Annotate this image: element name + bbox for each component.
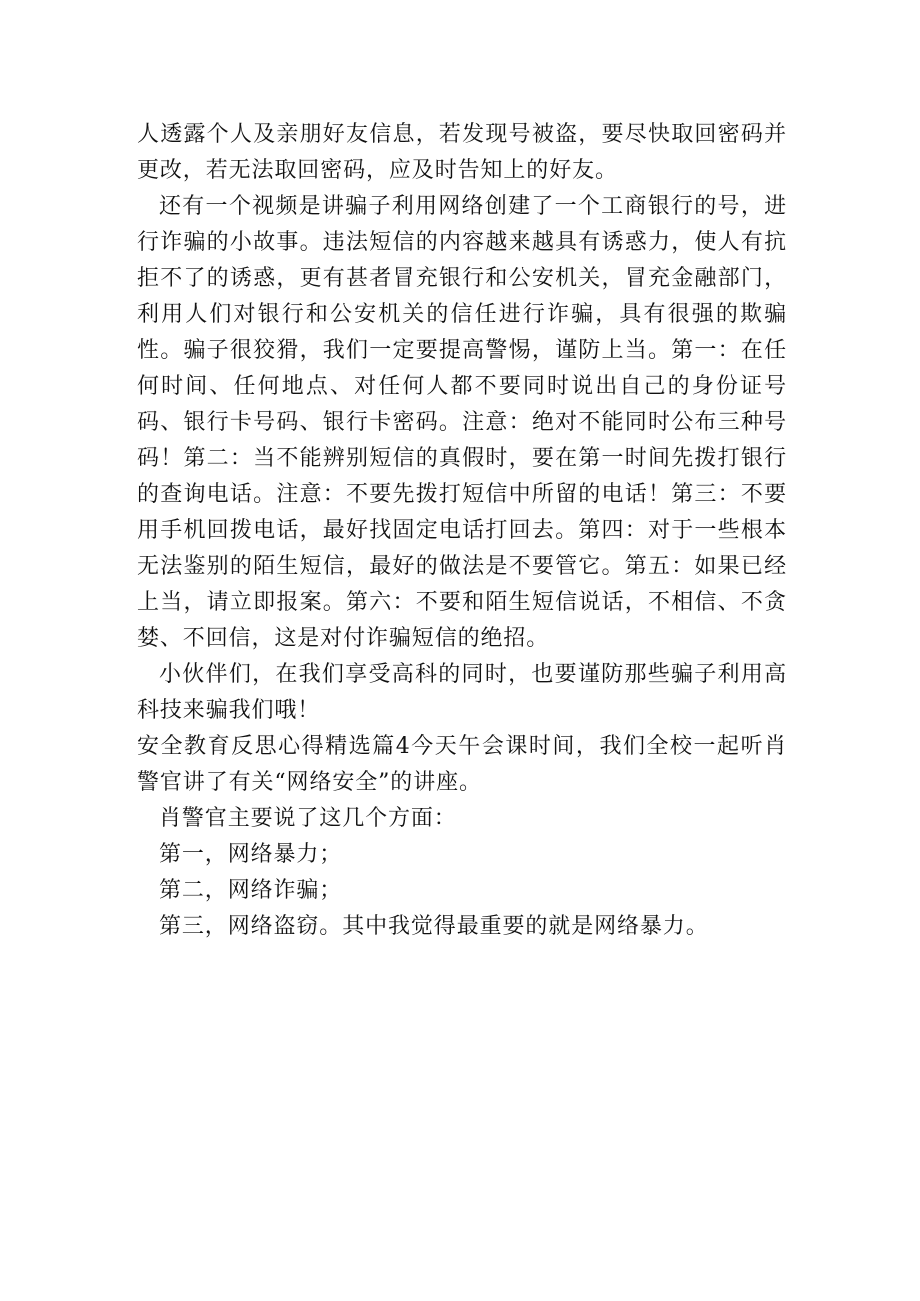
paragraph-3: 小伙伴们，在我们享受高科的同时，也要谨防那些骗子利用高科技来骗我们哦！ (137, 662, 787, 723)
paragraph-5: 肖警官主要说了这几个方面： (159, 806, 457, 831)
paragraph-4: 安全教育反思心得精选篇4今天午会课时间，我们全校一起听肖警官讲了有关“网络安全”的讲座。 (137, 734, 787, 795)
paragraph-7: 第二，网络诈骗； (159, 878, 343, 903)
paragraph-2: 还有一个视频是讲骗子利用网络创建了一个工商银行的号，进行诈骗的小故事。违法短信的内容越来越具有诱惑力，使人有抗拒不了的诱惑，更有甚者冒充银行和公安机关，冒充金融部门，利用人们对银行和公安机关的信任进行诈骗，具有很强的欺骗性。骗子很狡猾，我们一定要提高警惕，谨防上当。第一：在任何时间、任何地点、对任何人都不要同时说出自己的身份证号码、银行卡号码、银行卡密码。注意：绝对不能同时公布三种号码！第二：当不能辨别短信的真假时，要在第一时间先拨打银行的查询电话。注意：不要先拨打短信中所留的电话！第三：不要用手机回拨电话，最好找固定电话打回去。第四：对于一些根本无法鉴别的陌生短信，最好的做法是不要管它。第五：如果已经上当，请立即报案。第六：不要和陌生短信说话，不相信、不贪婪、不回信，这是对付诈骗短信的绝招。 (137, 194, 787, 651)
paragraph-8: 第三，网络盗窃。其中我觉得最重要的就是网络暴力。 (159, 914, 709, 939)
paragraph-1: 人透露个人及亲朋好友信息，若发现号被盗，要尽快取回密码并更改，若无法取回密码，应及时告知上的好友。 (137, 122, 787, 183)
document-body (137, 117, 787, 945)
paragraph-6: 第一，网络暴力； (159, 842, 343, 867)
